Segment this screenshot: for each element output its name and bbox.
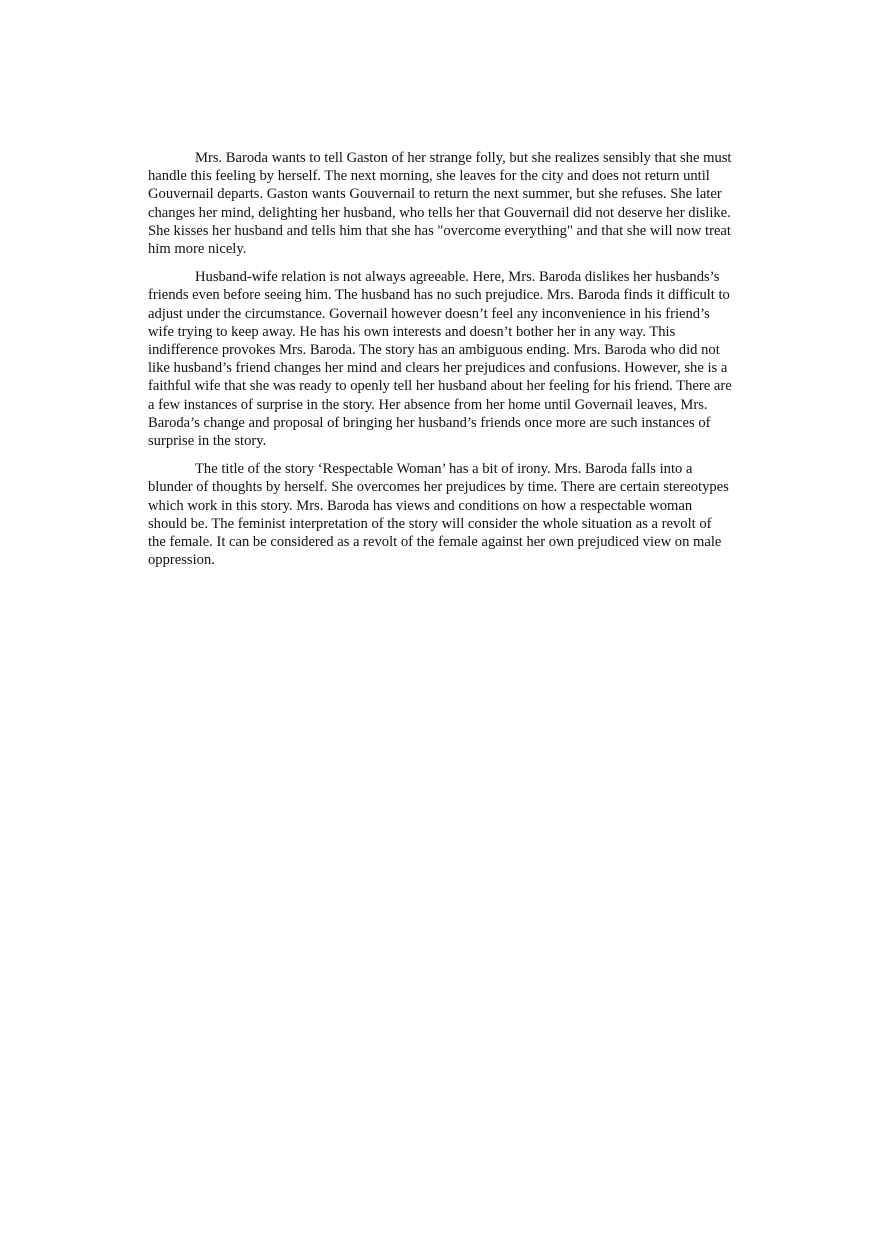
body-text	[148, 149, 732, 579]
paragraph-1: Mrs. Baroda wants to tell Gaston of her strange folly, but she realizes sensibly that she must handle this feeling by herself. The next morning, she leaves for the city and does not return until Gouvernail departs. Gaston wants Gouvernail to return the next summer, but she refuses. She later changes her mind, delighting her husband, who tells her that Gouvernail did not deserve her dislike. She kisses her husband and tells him that she has "overcome everything" and that she will now treat him more nicely.	[148, 150, 732, 258]
paragraph-3: The title of the story ‘Respectable Woman’ has a bit of irony. Mrs. Baroda falls into a blunder of thoughts by herself. She overcomes her prejudices by time. There are certain stereotypes which work in this story. Mrs. Baroda has views and conditions on how a respectable woman should be. The feminist interpretation of the story will consider the whole situation as a revolt of the female. It can be considered as a revolt of the female against her own prejudiced view on male oppression.	[148, 461, 729, 569]
paragraph-2: Husband-wife relation is not always agreeable. Here, Mrs. Baroda dislikes her husbands’s friends even before seeing him. The husband has no such prejudice. Mrs. Baroda finds it difficult to adjust under the circumstance. Governail however doesn’t feel any inconvenience in his friend’s wife trying to keep away. He has his own interests and doesn’t bother her in any way. This indifference provokes Mrs. Baroda. The story has an ambiguous ending. Mrs. Baroda who did not like husband’s friend changes her mind and clears her prejudices and confusions. However, she is a faithful wife that she was ready to openly tell her husband about her feeling for his friend. There are a few instances of surprise in the story. Her absence from her home until Governail leaves, Mrs. Baroda’s change and proposal of bringing her husband’s friends once more are such instances of surprise in the story.	[148, 269, 732, 450]
